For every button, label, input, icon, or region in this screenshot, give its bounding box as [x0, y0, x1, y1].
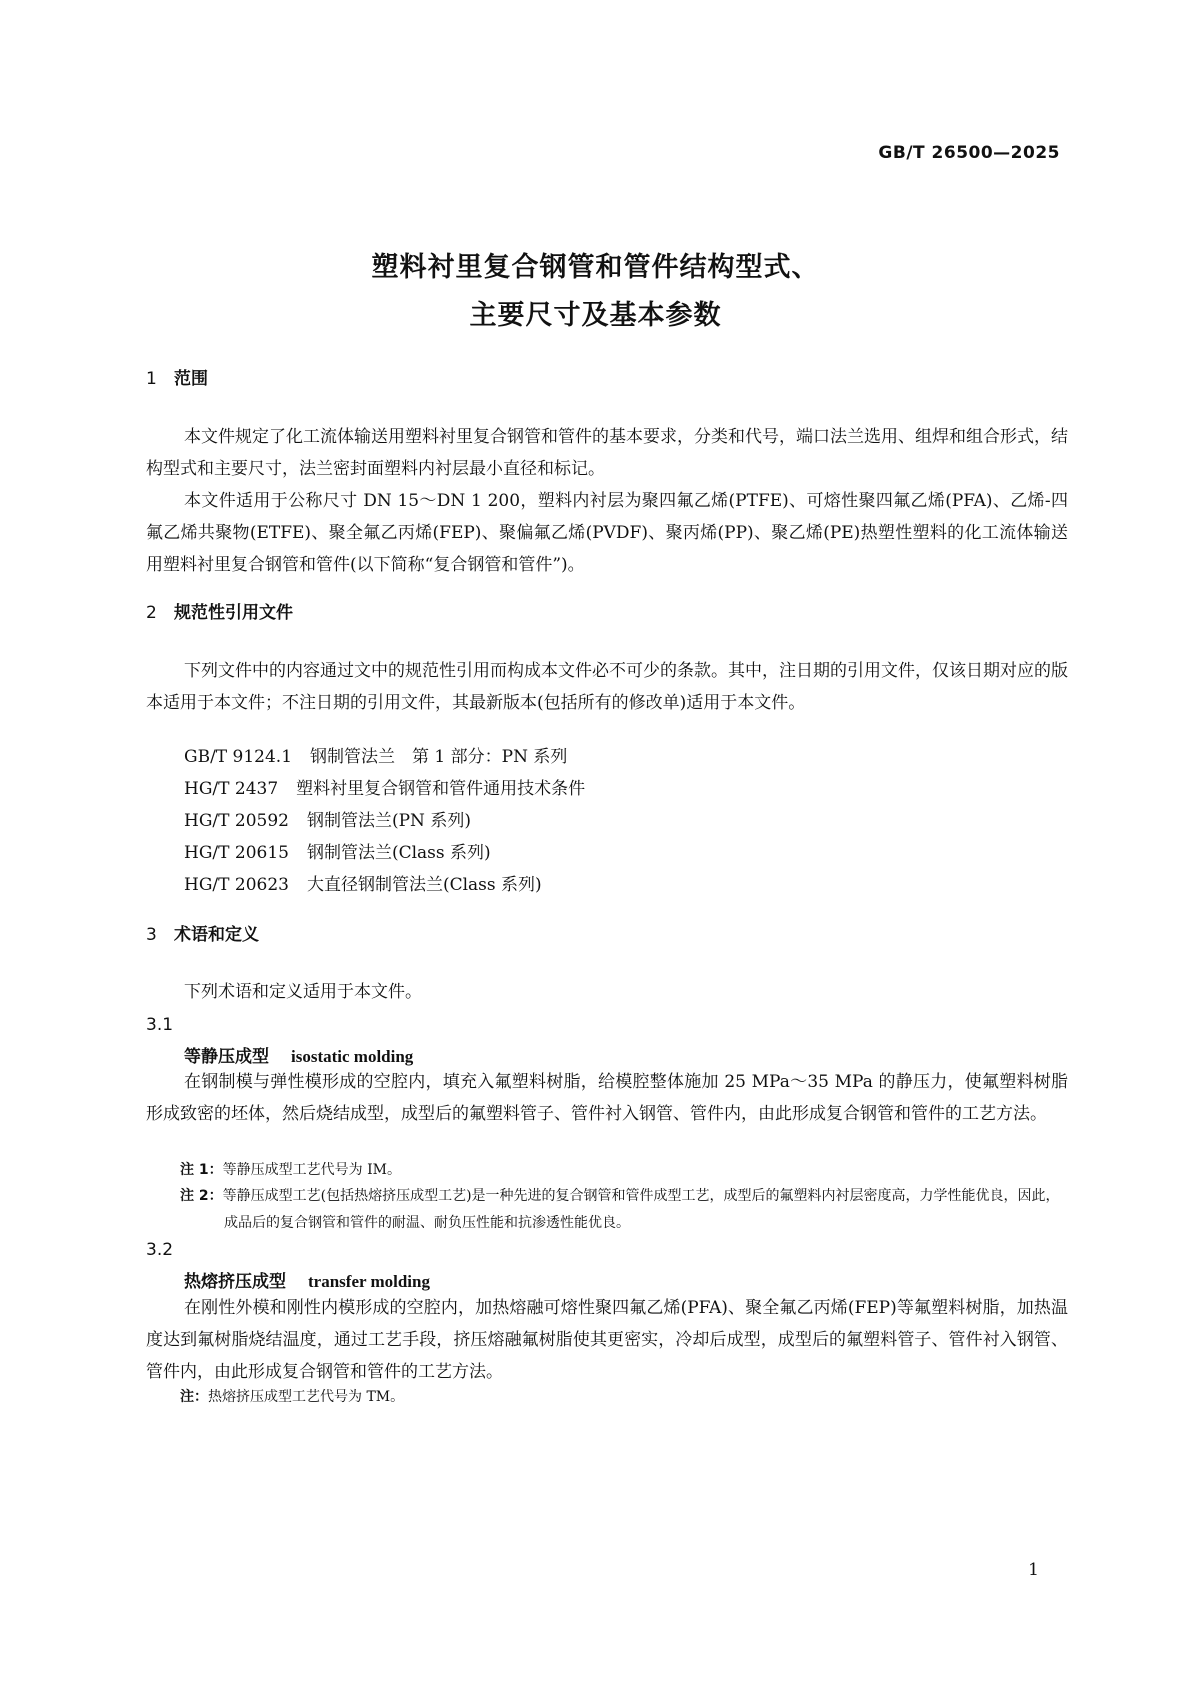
note-text: 等静压成型工艺(包括热熔挤压成型工艺)是一种先进的复合钢管和管件成型工艺，成型后的氟塑料内衬层密度高，力学性能优良，因此，成品后的复合钢管和管件的耐温、耐负压性能和抗渗透性能优良。	[222, 1188, 1060, 1231]
term-number: 3.2	[146, 1240, 174, 1260]
reference-title: 钢制管法兰(PN 系列)	[306, 811, 471, 831]
term-en: transfer molding	[308, 1272, 430, 1291]
term-note	[180, 1183, 1070, 1237]
term-number: 3.1	[146, 1015, 174, 1035]
section-1-para-1: 本文件规定了化工流体输送用塑料衬里复合钢管和管件的基本要求，分类和代号，端口法兰选用、组焊和组合形式，结构型式和主要尺寸，法兰密封面塑料内衬层最小直径和标记。	[146, 427, 1068, 479]
reference-item	[184, 837, 585, 869]
section-number: 1	[146, 369, 157, 389]
section-title: 范围	[174, 369, 208, 389]
term-title	[184, 1042, 413, 1067]
section-1-heading	[146, 364, 208, 389]
note-text: 热熔挤压成型工艺代号为 TM。	[208, 1389, 405, 1405]
title-line-2: 主要尺寸及基本参数	[469, 300, 722, 331]
standard-code: GB/T 26500—2025	[878, 143, 1060, 163]
note-text: 等静压成型工艺代号为 IM。	[222, 1162, 401, 1178]
section-1-para-2: 本文件适用于公称尺寸 DN 15～DN 1 200，塑料内衬层为聚四氟乙烯(PTFE)、可熔性聚四氟乙烯(PFA)、乙烯-四氟乙烯共聚物(ETFE)、聚全氟乙丙烯(FEP)、聚偏氟乙烯(PVDF)、聚丙烯(PP)、聚乙烯(PE)热塑性塑料的化工流体输送用塑料衬里复合钢管和管件(以下简称“复合钢管和管件”)。	[146, 491, 1068, 575]
reference-code: HG/T 20615	[184, 843, 289, 863]
section-2-heading	[146, 598, 293, 623]
reference-code: GB/T 9124.1	[184, 747, 293, 767]
reference-title: 塑料衬里复合钢管和管件通用技术条件	[296, 779, 586, 799]
section-3-para-1: 下列术语和定义适用于本文件。	[184, 982, 422, 1002]
reference-item	[184, 869, 585, 901]
reference-item	[184, 773, 585, 805]
document-title	[0, 244, 1191, 340]
term-zh: 等静压成型	[184, 1047, 269, 1067]
section-number: 2	[146, 603, 157, 623]
section-number: 3	[146, 925, 157, 945]
section-2-para-1: 下列文件中的内容通过文中的规范性引用而构成本文件必不可少的条款。其中，注日期的引用文件，仅该日期对应的版本适用于本文件；不注日期的引用文件，其最新版本(包括所有的修改单)适用于本文件。	[146, 661, 1068, 713]
term-note	[180, 1384, 1070, 1411]
term-zh: 热熔挤压成型	[184, 1272, 286, 1292]
note-label: 注 1：	[180, 1162, 223, 1178]
reference-title: 钢制管法兰(Class 系列)	[306, 843, 491, 863]
section-title: 规范性引用文件	[174, 603, 293, 623]
reference-code: HG/T 20592	[184, 811, 289, 831]
note-label: 注：	[180, 1389, 208, 1405]
section-title: 术语和定义	[174, 925, 259, 945]
note-label: 注 2：	[180, 1188, 223, 1204]
title-line-1: 塑料衬里复合钢管和管件结构型式、	[371, 252, 820, 283]
term-title	[184, 1267, 430, 1292]
reference-title: 大直径钢制管法兰(Class 系列)	[306, 875, 542, 895]
page-number: 1	[1028, 1560, 1039, 1580]
term-en: isostatic molding	[291, 1047, 414, 1066]
term-note	[180, 1157, 1070, 1184]
reference-item	[184, 741, 585, 773]
reference-code: HG/T 2437	[184, 779, 279, 799]
reference-code: HG/T 20623	[184, 875, 289, 895]
reference-list	[184, 741, 585, 901]
section-3-heading	[146, 920, 259, 945]
reference-title: 钢制管法兰 第 1 部分：PN 系列	[310, 747, 568, 767]
term-definition: 在刚性外模和刚性内模形成的空腔内，加热熔融可熔性聚四氟乙烯(PFA)、聚全氟乙丙烯(FEP)等氟塑料树脂，加热温度达到氟树脂烧结温度，通过工艺手段，挤压熔融氟树脂使其更密实，冷却后成型，成型后的氟塑料管子、管件衬入钢管、管件内，由此形成复合钢管和管件的工艺方法。	[146, 1298, 1068, 1382]
reference-item	[184, 805, 585, 837]
term-definition: 在钢制模与弹性模形成的空腔内，填充入氟塑料树脂，给模腔整体施加 25 MPa～35 MPa 的静压力，使氟塑料树脂形成致密的坯体，然后烧结成型，成型后的氟塑料管子、管件衬入钢管、管件内，由此形成复合钢管和管件的工艺方法。	[146, 1072, 1068, 1124]
